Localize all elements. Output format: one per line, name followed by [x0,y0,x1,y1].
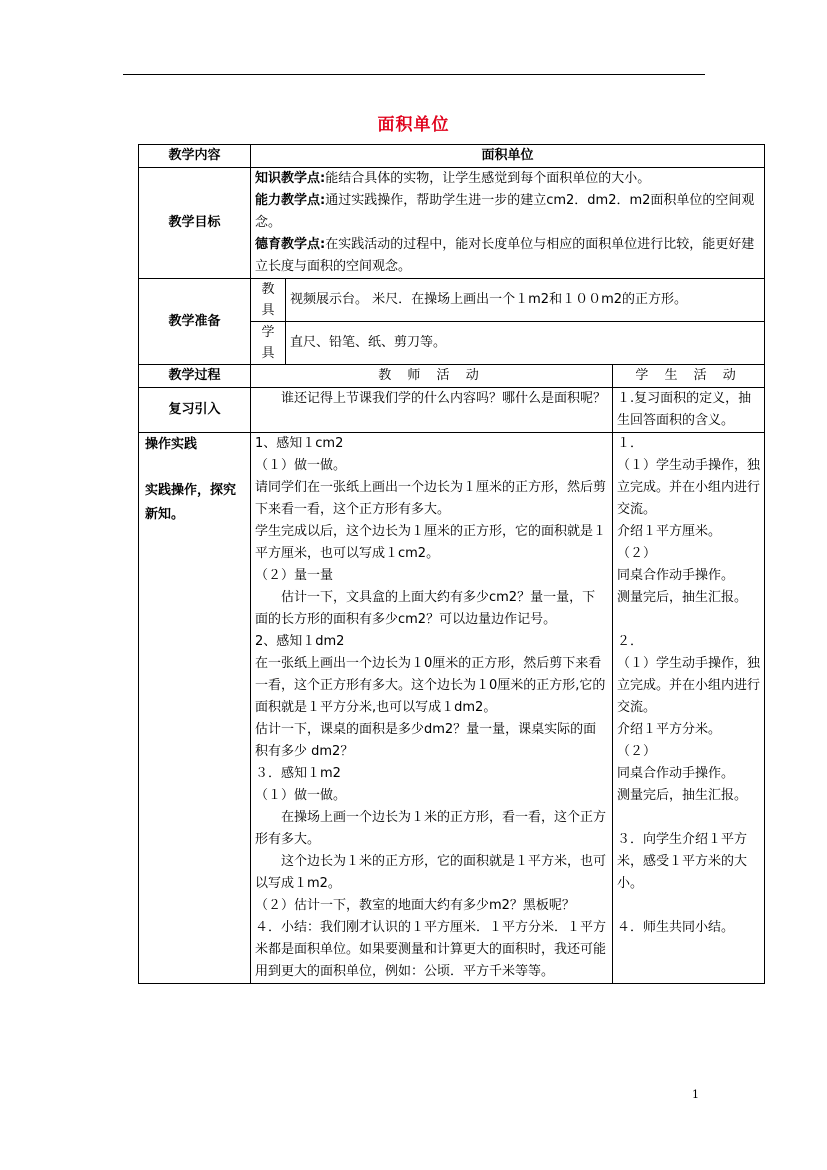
goals-cell [251,168,765,279]
goal-knowledge [255,168,760,190]
spacer [617,609,760,631]
teacher-line: 学生完成以后，这个边长为１厘米的正方形，它的面积就是１平方厘米，也可以写成１cm2。 [255,524,607,561]
teacher-line: 在操场上画一个边长为１米的正方形，看一看，这个正方形有多大。 [255,810,607,847]
student-line: ２． [617,634,644,649]
spacer [145,457,246,479]
teacher-activity-header: 教 师 活 动 [251,365,613,388]
row-practice [139,433,765,984]
teacher-line: 估计一下，课桌的面积是多少dm2？量一量，课桌实际的面积有多少 dm2？ [255,722,597,759]
label-prep: 教学准备 [139,279,251,365]
spacer [617,807,760,829]
teacher-line: （２）量一量 [255,568,334,583]
label-content: 教学内容 [139,145,251,168]
label-review: 复习引入 [139,388,251,433]
practice-label-1: 操作实践 [145,437,198,452]
teacher-line: （１）做一做。 [255,458,347,473]
student-activity-header: 学 生 活 动 [613,365,765,388]
student-line: 测量完后，抽生汇报。 [617,788,748,803]
label-process: 教学过程 [139,365,251,388]
header-rule [123,74,705,75]
goal-text: 在实践活动的过程中，能对长度单位与相应的面积单位进行比较，能更好建立长度与面积的空间观念。 [255,237,755,274]
student-line: 同桌合作动手操作。 [617,766,735,781]
student-line: 介绍１平方分米。 [617,722,722,737]
student-line: （２） [617,546,657,561]
teacher-line: （１）做一做。 [255,788,347,803]
student-line: ４．师生共同小结。 [617,920,735,935]
student-line: 同桌合作动手操作。 [617,568,735,583]
row-prep-teacher [139,279,765,322]
student-line: ３．向学生介绍１平方米，感受１平方米的大小。 [617,832,748,891]
row-content [139,145,765,168]
row-review [139,388,765,433]
content-value: 面积单位 [251,145,765,168]
student-tools-label [251,322,286,365]
page-number: 1 [692,1088,699,1101]
student-tools: 直尺、铅笔、纸、剪刀等。 [286,322,765,365]
student-line: （２） [617,744,657,759]
goal-key: 能力教学点: [255,193,326,208]
teacher-line: （２）估计一下，教室的地面大约有多少m2？黑板呢？ [255,898,575,913]
student-line: （１）学生动手操作，独立完成。并在小组内进行交流。 [617,458,761,517]
teacher-tools-label [251,279,286,322]
student-line: １． [617,436,644,451]
student-line: 介绍１平方厘米。 [617,524,722,539]
goal-key: 知识教学点: [255,171,326,186]
practice-teacher [251,433,613,984]
label-char: 具 [261,303,275,318]
review-student: １.复习面积的定义，抽生回答面积的含义。 [613,388,765,433]
document-title: 面积单位 [377,115,450,135]
goal-moral [255,234,760,278]
review-teacher-text: 谁还记得上节课我们学的什么内容吗？哪什么是面积呢？ [281,391,607,406]
teacher-line: 请同学们在一张纸上画出一个边长为１厘米的正方形，然后剪下来看一看，这个正方形有多大。 [255,480,607,517]
goal-text: 能结合具体的实物，让学生感觉到每个面积单位的大小。 [325,171,651,186]
label-char: 教 [261,282,275,297]
teacher-line: 2、感知１dm2 [255,634,345,649]
spacer [617,895,760,917]
goal-key: 德育教学点: [255,237,326,252]
goal-ability [255,190,760,234]
label-char: 学 [261,325,275,340]
teacher-line: 这个边长为１米的正方形，它的面积就是１平方米，也可以写成１m2。 [255,854,607,891]
student-line: 测量完后，抽生汇报。 [617,590,748,605]
label-goals: 教学目标 [139,168,251,279]
teacher-line: 在一张纸上画出一个边长为１0厘米的正方形，然后剪下来看一看，这个正方形有多大。这个边长为１0厘米的正方形,它的面积就是１平方分米,也可以写成１dm2。 [255,656,606,715]
student-line: （１）学生动手操作，独立完成。并在小组内进行交流。 [617,656,761,715]
teacher-line: 估计一下，文具盒的上面大约有多少cm2？量一量，下面的长方形的面积有多少cm2？可以边量边作记号。 [255,590,596,627]
teacher-tools: 视频展示台。 米尺．在操场上画出一个１m2和１００m2的正方形。 [286,279,765,322]
teacher-line: 1、感知１cm2 [255,436,344,451]
label-practice [139,433,251,984]
goal-text: 通过实践操作，帮助学生进一步的建立cm2．dm2．m2面积单位的空间观念。 [255,193,755,230]
teacher-line: ４．小结：我们刚才认识的１平方厘米．１平方分米．１平方米都是面积单位。如果要测量和计算更大的面积时，我还可能用到更大的面积单位，例如：公顷．平方千米等等。 [255,920,607,979]
practice-label-2: 实践操作，探究新知。 [145,483,237,522]
row-process [139,365,765,388]
teacher-line: ３．感知１m2 [255,766,341,781]
row-goals [139,168,765,279]
lesson-plan-table [138,144,765,984]
label-char: 具 [261,346,275,361]
review-teacher [251,388,613,433]
practice-student [613,433,765,984]
